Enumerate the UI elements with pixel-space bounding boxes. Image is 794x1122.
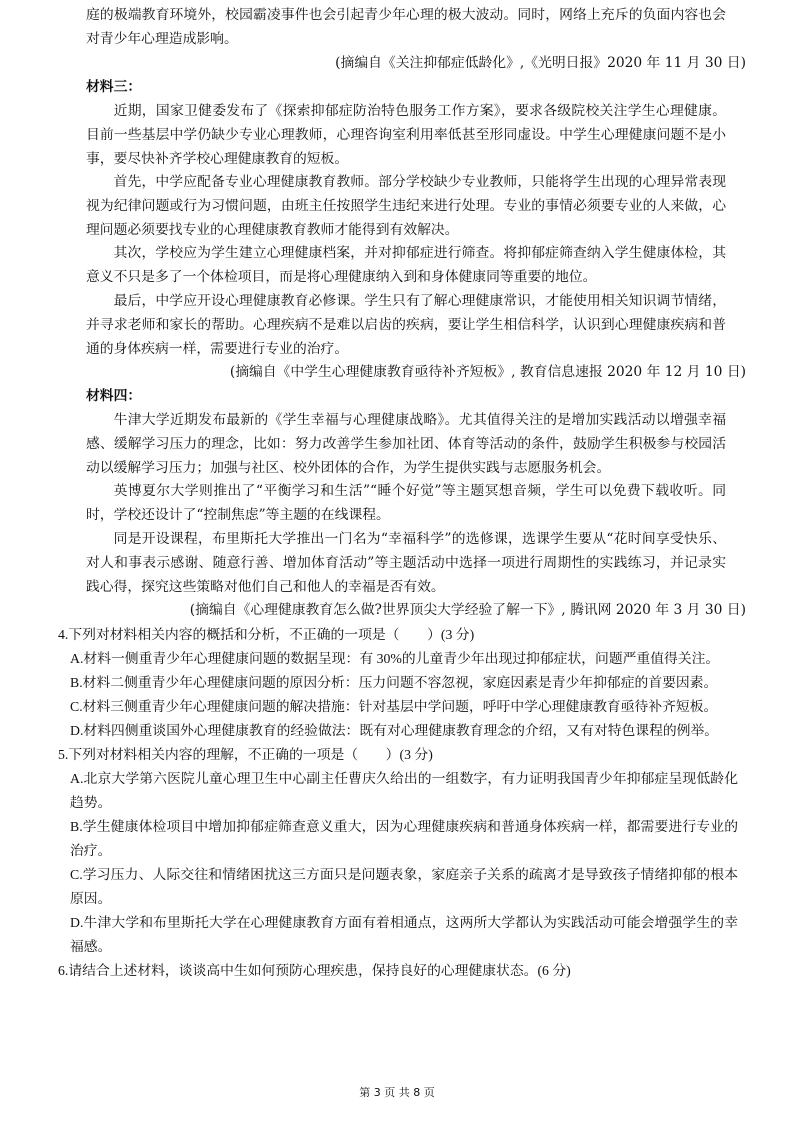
question-6-stem: 6.请结合上述材料，谈谈高中生如何预防心理疾患，保持良好的心理健康状态。(6 分) <box>58 963 571 978</box>
material-3-paragraph-2: 首先，中学应配备专业心理健康教育教师。部分学校缺少专业教师，只能将学生出现的心理异常表现视为纪律问题或行为习惯问题，由班主任按照学生违纪来进行处理。专业的事情必须要专业的人来做，心理问题必须要找专业的心理健康教育教师才能得到有效解决。 <box>86 174 726 238</box>
source-citation-2: (摘编自《关注抑郁症低龄化》,《光明日报》2020 年 11 月 30 日) <box>335 55 746 71</box>
question-4-option-d: D.材料四侧重谈国外心理健康教育的经验做法：既有对心理健康教育理念的介绍，又有对特色课程的例举。 <box>70 723 719 738</box>
page-footer: 第 3 页 共 8 页 <box>359 1086 435 1099</box>
material-4-heading: 材料四： <box>86 388 142 404</box>
material-3-heading: 材料三： <box>86 79 142 95</box>
material-3-paragraph-3: 其次，学校应为学生建立心理健康档案，并对抑郁症进行筛查。将抑郁症筛查纳入学生健康体检，其意义不只是多了一个体检项目，而是将心理健康纳入到和身体健康同等重要的地位。 <box>86 245 726 285</box>
question-4-option-c: C.材料三侧重青少年心理健康问题的解决措施：针对基层中学问题，呼吁中学心理健康教育亟待补齐短板。 <box>70 699 718 714</box>
question-5-stem: 5.下列对材料相关内容的理解，不正确的一项是（ ）(3 分) <box>58 747 433 762</box>
source-citation-3: (摘编自《中学生心理健康教育亟待补齐短板》, 教育信息速报 2020 年 12 月 10 日) <box>229 364 746 380</box>
question-4-stem: 4.下列对材料相关内容的概括和分析，不正确的一项是（ ）(3 分) <box>58 627 475 642</box>
question-5-option-d: D.牛津大学和布里斯托大学在心理健康教育方面有着相通点，这两所大学都认为实践活动可能会增强学生的幸福感。 <box>70 915 738 954</box>
question-5-option-a: A.北京大学第六医院儿童心理卫生中心副主任曹庆久给出的一组数字，有力证明我国青少年抑郁症呈现低龄化趋势。 <box>70 771 738 810</box>
question-5-option-c: C.学习压力、人际交往和情绪困扰这三方面只是问题表象，家庭亲子关系的疏离才是导致孩子情绪抑郁的根本原因。 <box>70 867 738 906</box>
material-4-paragraph-3: 同是开设课程，布里斯托大学推出一门名为“幸福科学”的选修课，选课学生要从“花时间享受快乐、对人和事表示感谢、随意行善、增加体育活动”等主题活动中选择一项进行周期性的实践练习，并记录实践心得，探究这些策略对他们自己和他人的幸福是否有效。 <box>86 531 726 595</box>
material-3-paragraph-1: 近期，国家卫健委发布了《探索抑郁症防治特色服务工作方案》，要求各级院校关注学生心理健康。目前一些基层中学仍缺少专业心理教师，心理咨询室利用率低甚至形同虚设。中学生心理健康问题不是小事，要尽快补齐学校心理健康教育的短板。 <box>86 103 726 167</box>
material-3-paragraph-4: 最后，中学应开设心理健康教育必修课。学生只有了解心理健康常识，才能使用相关知识调节情绪，并寻求老师和家长的帮助。心理疾病不是难以启齿的疾病，要让学生相信科学，认识到心理健康疾病和普通的身体疾病一样，需要进行专业的治疗。 <box>86 293 726 357</box>
question-4-option-a: A.材料一侧重青少年心理健康问题的数据呈现：有 30%的儿童青少年出现过抑郁症状，问题严重值得关注。 <box>70 651 720 666</box>
intro-paragraph: 庭的极端教育环境外，校园霸凌事件也会引起青少年心理的极大波动。同时，网络上充斥的负面内容也会对青少年心理造成影响。 <box>86 7 726 47</box>
material-4-paragraph-1: 牛津大学近期发布最新的《学生幸福与心理健康战略》。尤其值得关注的是增加实践活动以增强幸福感、缓解学习压力的理念，比如：努力改善学生参加社团、体育等活动的条件，鼓励学生积极参与校园活动以缓解学习压力；加强与社区、校外团体的合作，为学生提供实践与志愿服务机会。 <box>86 412 726 476</box>
question-4-option-b: B.材料二侧重青少年心理健康问题的原因分析：压力问题不容忽视，家庭因素是青少年抑郁症的首要因素。 <box>70 675 718 690</box>
material-4-paragraph-2: 英博夏尔大学则推出了“平衡学习和生活”“睡个好觉”等主题冥想音频，学生可以免费下载收听。同时，学校还设计了“控制焦虑”等主题的在线课程。 <box>86 483 726 523</box>
question-5-option-b: B.学生健康体检项目中增加抑郁症筛查意义重大，因为心理健康疾病和普通身体疾病一样，都需要进行专业的治疗。 <box>70 819 738 858</box>
source-citation-4: (摘编自《心理健康教育怎么做?世界顶尖大学经验了解一下》, 腾讯网 2020 年 3 月 30 日) <box>189 602 746 618</box>
